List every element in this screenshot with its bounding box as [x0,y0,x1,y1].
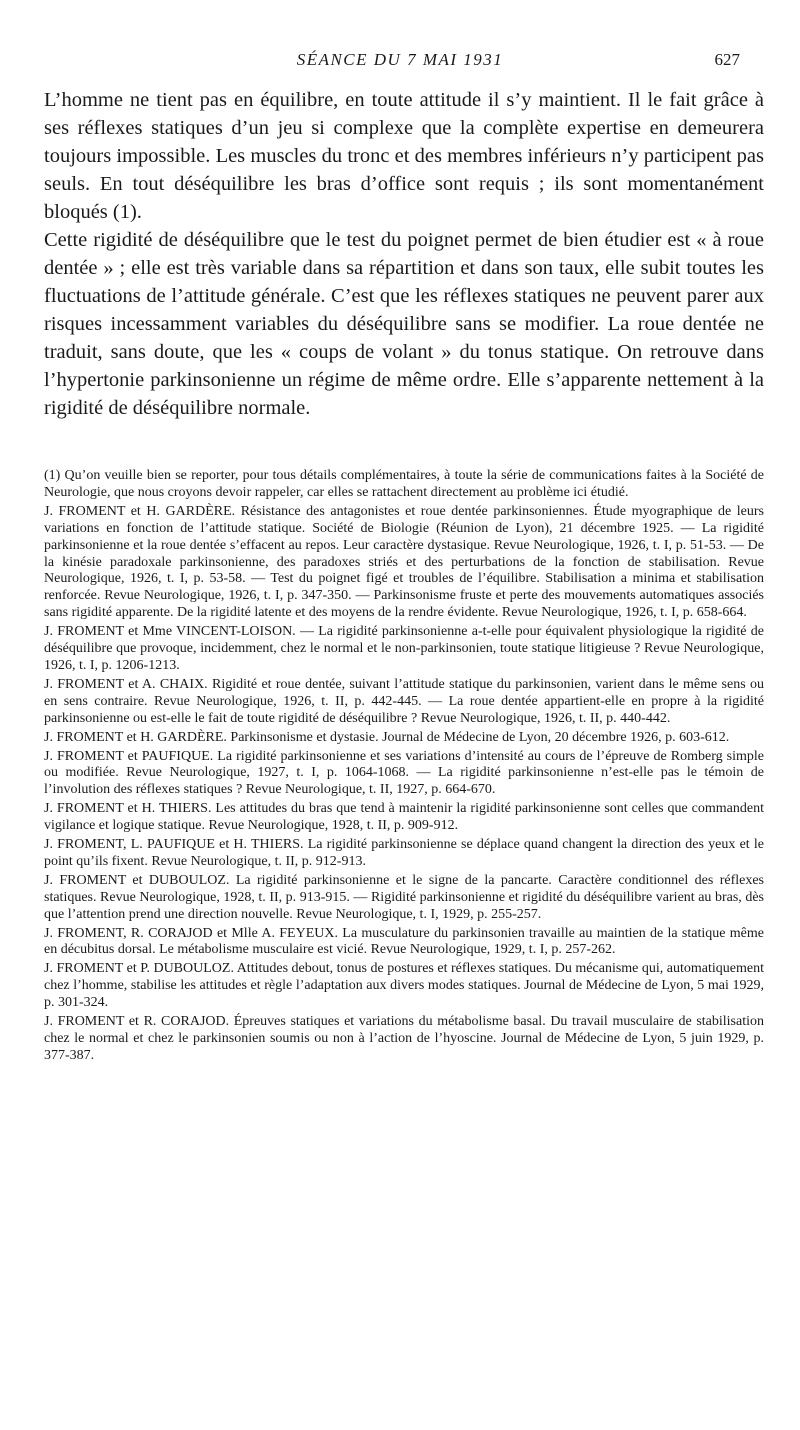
footnote-ref: J. FROMENT et H. GARDÈRE. Résistance des antagonistes et roue dentée parkinsoniennes. Étude myographique de leurs variations en fonction de l’attitude statique. Société de Biologie (Réunion de Lyon), 21 décembre 1925. — La rigidité parkinsonienne et la roue dentée s’effacent au repos. Leur caractère dystasique. Revue Neurologique, 1926, t. I, p. 51-53. — De la kinésie paradoxale parkinsonienne, des paradoxes striés et des perturbations de la fonction de stabilisation. Revue Neurologique, 1926, t. I, p. 53-58. — Test du poignet figé et troubles de l’équilibre. Stabilisation a minima et stabilisation renforcée. Revue Neurologique, 1926, t. I, p. 347-350. — Parkinsonisme fruste et perte des mouvements automatiques associés sans rigidité apparente. De la rigidité latente et des moyens de la rendre évidente. Revue Neurologique, 1926, t. I, p. 658-664. [44,503,764,621]
paragraph-2: Cette rigidité de déséquilibre que le test du poignet permet de bien étudier est « à roue dentée » ; elle est très variable dans sa répartition et dans son taux, elle subit toutes les fluctuations de l’attitude générale. C’est que les réflexes statiques ne peuvent parer aux risques incessamment variables du déséquilibre sans se modifier. La roue dentée ne traduit, sans doute, que les « coups de volant » du tonus statique. On retrouve dans l’hypertonie parkinsonienne un régime de même ordre. Elle s’apparente nettement à la rigidité de déséquilibre normale. [44,229,764,419]
footnote-ref: J. FROMENT, L. PAUFIQUE et H. THIERS. La rigidité parkinsonienne se déplace quand changent la direction des yeux et le point qu’ils fixent. Revue Neurologique, t. II, p. 912-913. [44,837,764,869]
running-header [60,48,740,72]
footnote-ref: J. FROMENT et PAUFIQUE. La rigidité parkinsonienne et ses variations d’intensité au cours de l’épreuve de Romberg simple ou modifiée. Revue Neurologique, 1927, t. I, p. 1064-1068. — La rigidité parkinsonienne n’est-elle pas le témoin de l’involution des réflexes statiques ? Revue Neurologique, t. II, 1927, p. 664-670. [44,748,764,798]
footnote-ref: J. FROMENT et Mme VINCENT-LOISON. — La rigidité parkinsonienne a-t-elle pour équivalent physiologique la rigidité de déséquilibre que provoque, incidemment, chez le normal et le non-parkinsonien, toute statique litigieuse ? Revue Neurologique, 1926, t. I, p. 1206-1213. [44,624,764,673]
footnote-ref: J. FROMENT et P. DUBOULOZ. Attitudes debout, tonus de postures et réflexes statiques. Du mécanisme qui, automatiquement chez l’homme, stabilise les attitudes et règle l’adaptation aux divers modes statiques. Journal de Médecine de Lyon, 5 mai 1929, p. 301-324. [44,961,764,1011]
footnote-ref: J. FROMENT et H. THIERS. Les attitudes du bras que tend à maintenir la rigidité parkinsonienne sont celles que commandent vigilance et logique statique. Revue Neurologique, 1928, t. II, p. 909-912. [44,801,764,834]
footnote-ref: J. FROMENT et R. CORAJOD. Épreuves statiques et variations du métabolisme basal. Du travail musculaire de stabilisation chez le normal et chez le parkinsonien soumis ou non à l’action de l’hyoscine. Journal de Médecine de Lyon, 5 juin 1929, p. 377-387. [44,1014,764,1063]
footnotes [44,468,764,1065]
footnote-ref: J. FROMENT et DUBOULOZ. La rigidité parkinsonienne et le signe de la pancarte. Caractère conditionnel des réflexes statiques. Revue Neurologique, 1928, t. II, p. 913-915. — Rigidité parkinsonienne et rigidité du déséquilibre varient au bras, dès que l’attention prend une direction nouvelle. Revue Neurologique, t. I, 1929, p. 255-257. [44,872,764,922]
header-title: SÉANCE DU 7 MAI 1931 [296,50,504,69]
footnote-ref: J. FROMENT et A. CHAIX. Rigidité et roue dentée, suivant l’attitude statique du parkinsonien, varient dans le même sens ou en sens contraire. Revue Neurologique, 1926, t. II, p. 442-445. — La roue dentée appartient-elle en propre à la rigidité parkinsonienne ou est-elle le fait de toute rigidité de déséquilibre ? Revue Neurologique, 1926, t. II, p. 440-442. [44,676,764,726]
page-number: 627 [714,50,740,69]
body-text [44,86,764,422]
paragraph-1: L’homme ne tient pas en équilibre, en toute attitude il s’y maintient. Il le fait grâce à ses réflexes statiques d’un jeu si complexe que la complète expertise en demeurera toujours impossible. Les muscles du tronc et des membres inférieurs n’y participent pas seuls. En tout déséquilibre les bras d’office sont requis ; ils sont momentanément bloqués (1). [44,89,764,223]
footnote-intro: (1) Qu’on veuille bien se reporter, pour tous détails complémentaires, à toute la série de communications faites à la Société de Neurologie, que nous croyons devoir rappeler, car elles se rattachent directement au problème ici étudié. [44,468,764,500]
footnote-ref: J. FROMENT et H. GARDÈRE. Parkinsonisme et dystasie. Journal de Médecine de Lyon, 20 décembre 1926, p. 603-612. [44,729,730,745]
footnote-ref: J. FROMENT, R. CORAJOD et Mlle A. FEYEUX. La musculature du parkinsonien travaille au maintien de la statique même en décubitus dorsal. Le métabolisme musculaire est vicié. Revue Neurologique, 1929, t. I, p. 257-262. [44,925,764,958]
